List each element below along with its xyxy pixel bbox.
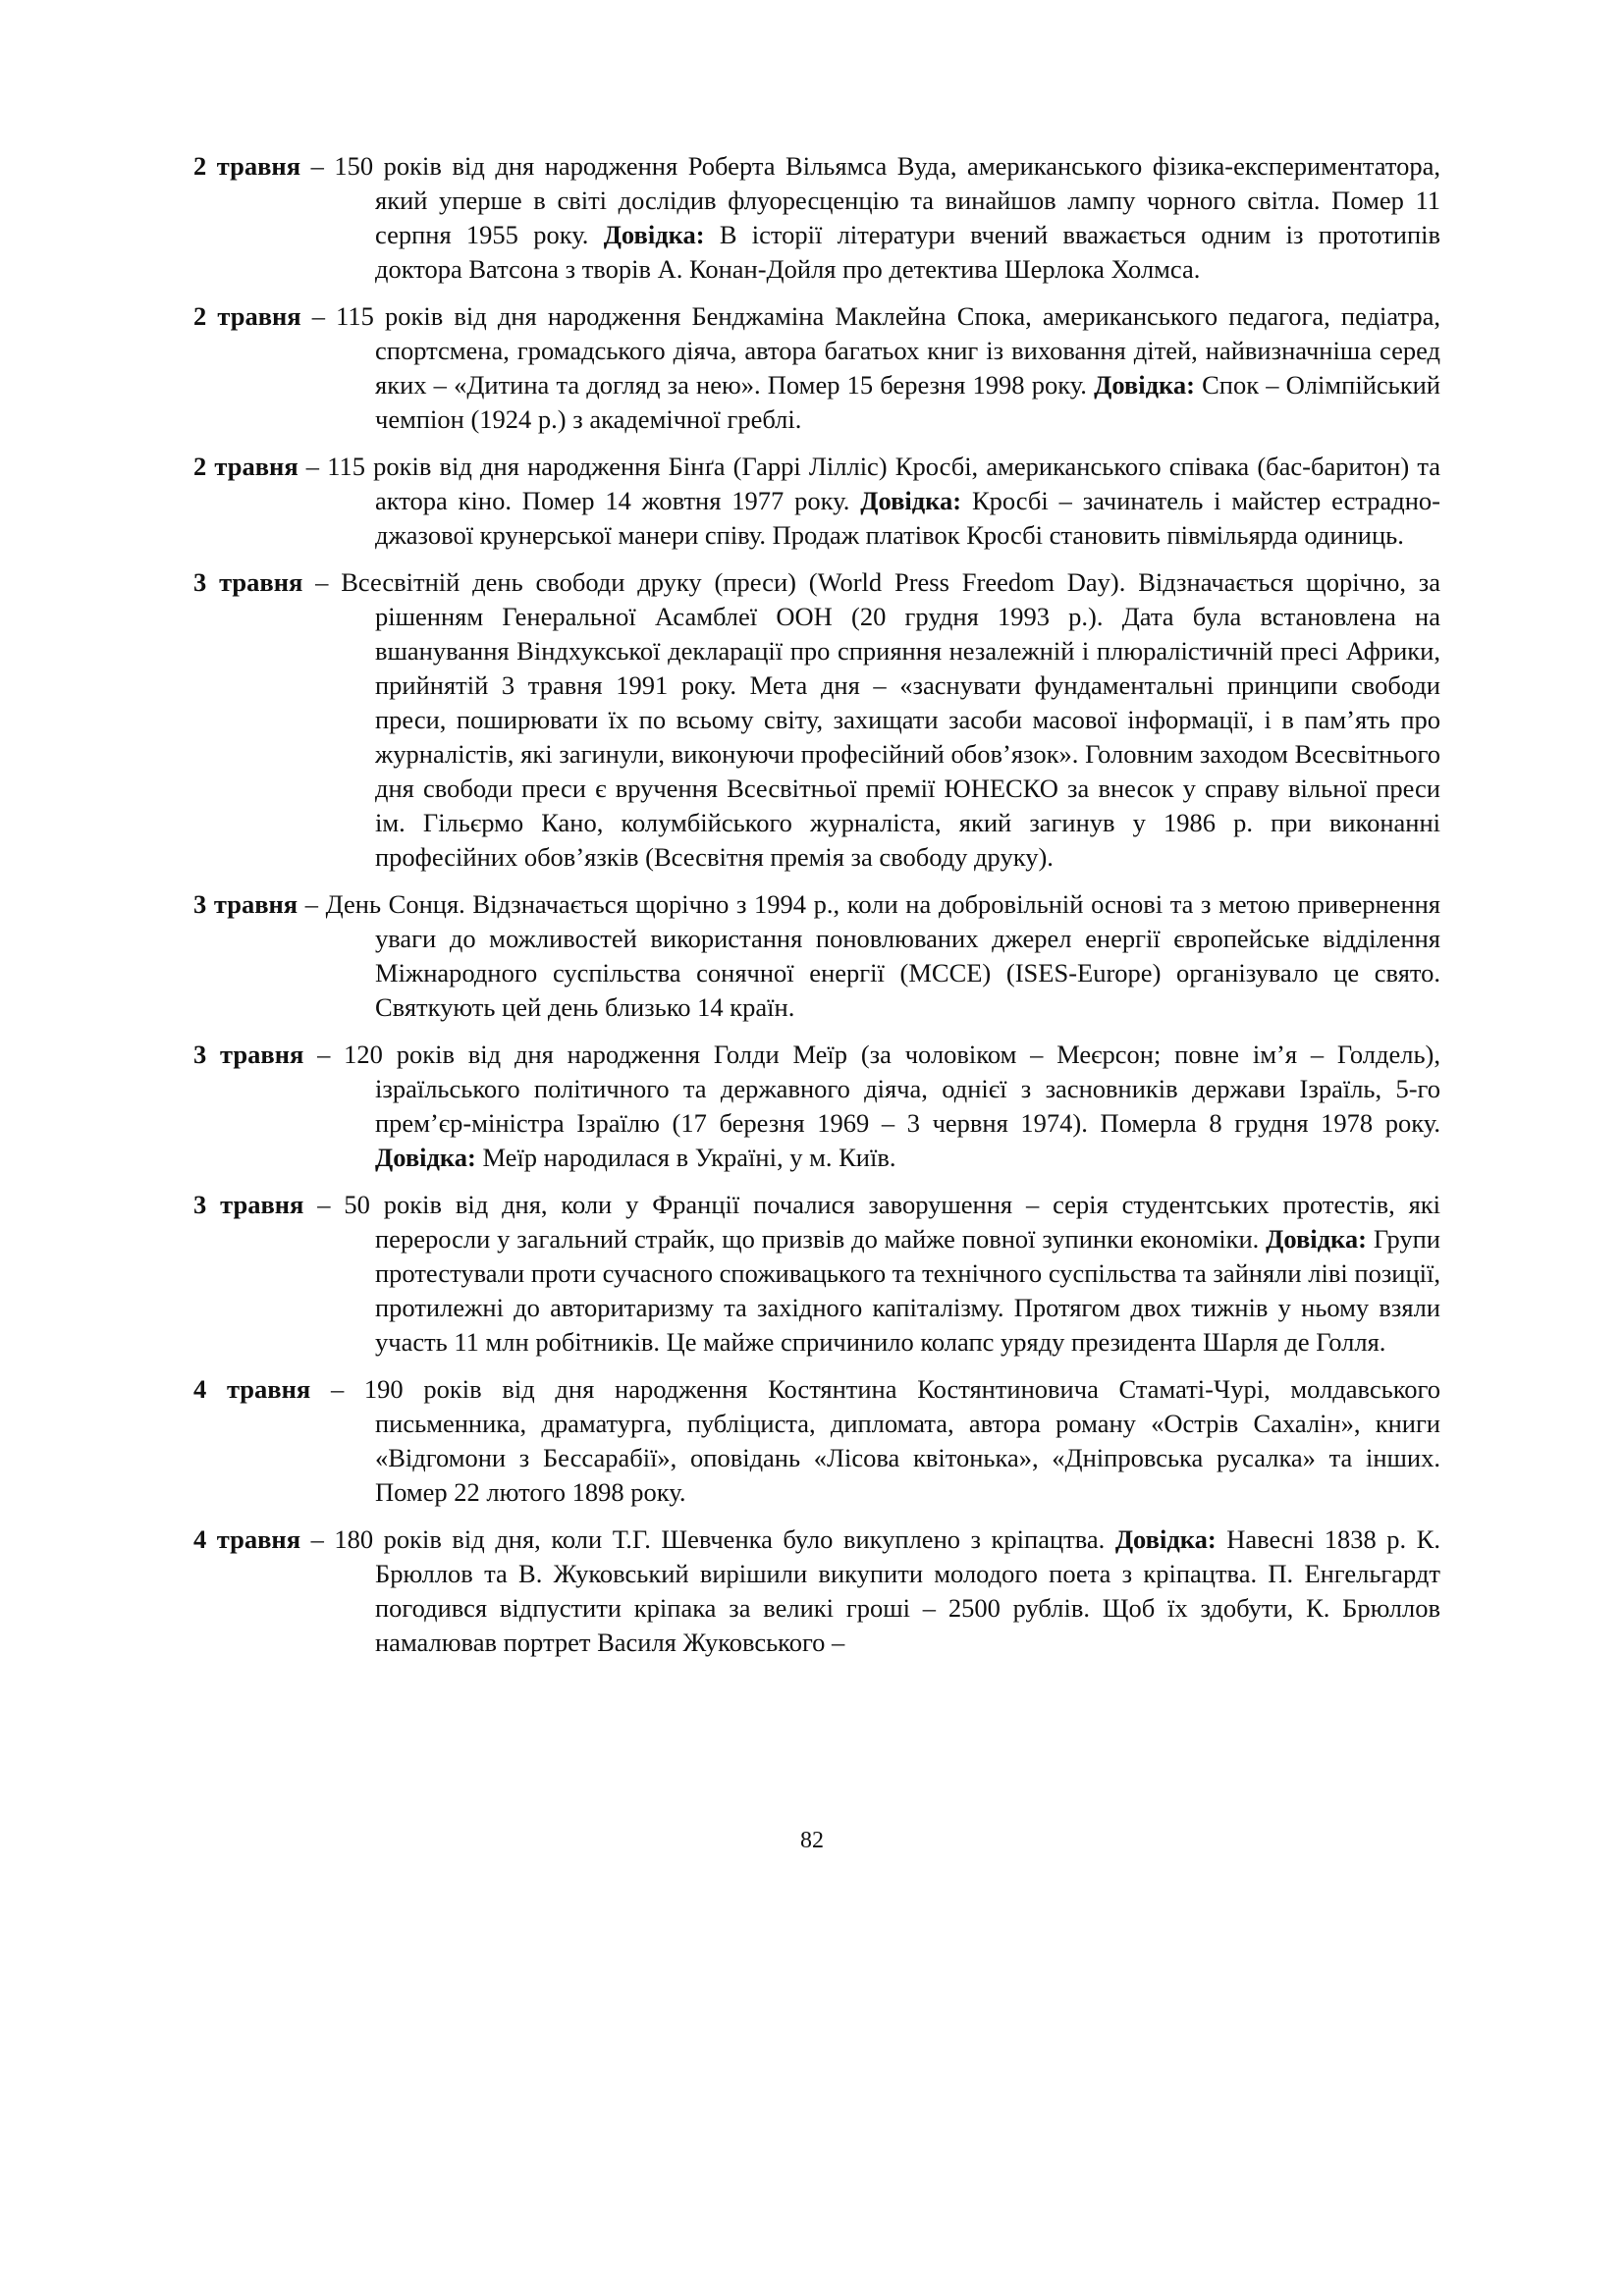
entry-9 [193, 1522, 1440, 1660]
entry-5 [193, 887, 1440, 1025]
entry-date: 3 травня [193, 889, 298, 919]
note-text: Меїр народилася в Україні, у м. Київ. [475, 1143, 896, 1172]
entry-date: 3 травня [193, 1190, 304, 1219]
entry-text: – День Сонця. Відзначається щорічно з 1994 р., коли на добровільній основі та з метою привернення уваги до можливостей використання поновлюваних джерел енергії європейське відділення Міжнародного суспільства сонячної енергії (МССЕ) (ISES-Europe) організувало це свято. Святкують цей день близько 14 країн. [298, 889, 1440, 1022]
entry-3 [193, 450, 1440, 553]
note-label: Довідка: [1266, 1224, 1367, 1254]
note-text: В історії літератури вчений вважається одним із прототипів доктора Ватсона з творів А. Конан-Дойля про детектива Шерлока Холмса. [375, 220, 1441, 284]
note-text: Спок – Олімпійський чемпіон (1924 р.) з академічної греблі. [375, 370, 1440, 434]
entry-text: – 180 років від дня, коли Т.Г. Шевченка було викуплено з кріпацтва. [300, 1524, 1115, 1554]
note-label: Довідка: [1094, 370, 1195, 400]
entry-text: – 115 років від дня народження Бінґа (Гаррі Лілліс) Кросбі, американського співака (бас-баритон) та актора кіно. Помер 14 жовтня 1977 року. [298, 452, 1440, 515]
entry-text: – 190 років від дня народження Костянтина Костянтиновича Стаматі-Чурі, молдавського письменника, драматурга, публіциста, дипломата, автора роману «Острів Сахалін», книги «Відгомони з Бессарабії», оповідань «Лісова квітонька», «Дніпровська русалка» та інших. Помер 22 лютого 1898 року. [310, 1374, 1440, 1507]
page-number: 82 [800, 1828, 824, 1853]
note-text: Навесні 1838 р. К. Брюллов та В. Жуковський вирішили викупити молодого поета з кріпацтва. П. Енгельгардт погодився відпустити кріпака за великі гроші – 2500 рублів. Щоб їх здобути, К. Брюллов намалював портрет Василя Жуковського – [375, 1524, 1440, 1657]
entry-date: 2 травня [193, 452, 298, 481]
entry-date: 3 травня [193, 567, 303, 597]
entry-text: – Всесвітній день свободи друку (преси) (World Press Freedom Day). Відзначається щорічно, за рішенням Генеральної Асамблеї ООН (20 грудня 1993 р.). Дата була встановлена на вшанування Віндхукської декларації про сприяння незалежній і плюралістичній пресі Африки, прийнятій 3 травня 1991 року. Мета дня – «заснувати фундаментальні принципи свободи преси, поширювати їх по всьому світу, захищати засоби масової інформації, і в пам’ять про журналістів, які загинули, виконуючи професійний обов’язок». Головним заходом Всесвітнього дня свободи преси є вручення Всесвітньої премії ЮНЕСКО за внесок у справу вільної преси ім. Гільєрмо Кано, колумбійського журналіста, який загинув у 1986 р. при виконанні професійних обов’язків (Всесвітня премія за свободу друку). [302, 567, 1440, 872]
entry-1 [193, 149, 1440, 287]
entry-text: – 50 років від дня, коли у Франції почалися заворушення – серія студентських протестів, які переросли у загальний страйк, що призвів до майже повної зупинки економіки. [303, 1190, 1440, 1254]
entry-8 [193, 1372, 1440, 1510]
entry-2 [193, 299, 1440, 437]
entry-text: – 150 років від дня народження Роберта Вільямса Вуда, американського фізика-експериментатора, який уперше в світі дослідив флуоресценцію та винайшов лампу чорного світла. Помер 11 серпня 1955 року. [300, 151, 1440, 249]
entry-date: 2 травня [193, 151, 301, 181]
note-label: Довідка: [375, 1143, 476, 1172]
note-label: Довідка: [1114, 1524, 1217, 1554]
note-label: Довідка: [603, 220, 705, 249]
entry-4 [193, 565, 1440, 875]
entry-date: 4 травня [193, 1374, 311, 1404]
entry-date: 3 травня [193, 1040, 304, 1069]
calendar-entries [193, 149, 1440, 1673]
note-text: Групи протестували проти сучасного споживацького та технічного суспільства та зайняли ліві позиції, протилежні до авторитаризму та західного капіталізму. Протягом двох тижнів у ньому взяли участь 11 млн робітників. Це майже спричинило колапс уряду президента Шарля де Голля. [375, 1224, 1440, 1357]
entry-text: – 115 років від дня народження Бенджаміна Маклейна Спока, американського педагога, педіатра, спортсмена, громадського діяча, автора багатьох книг із виховання дітей, найвизначніша серед яких – «Дитина та догляд за нею». Помер 15 березня 1998 року. [300, 301, 1440, 400]
entry-7 [193, 1188, 1440, 1360]
note-text: Кросбі – зачинатель і майстер естрадно-джазової крунерської манери співу. Продаж платівок Кросбі становить півмільярда одиниць. [375, 486, 1440, 550]
entry-date: 2 травня [193, 301, 301, 331]
note-label: Довідка: [860, 486, 962, 515]
entry-date: 4 травня [193, 1524, 301, 1554]
entry-text: – 120 років від дня народження Голди Меїр (за чоловіком – Меєрсон; повне ім’я – Голдель), ізраїльського політичного та державного діяча, однієї з засновників держави Ізраїль, 5-го прем’єр-міністра Ізраїлю (17 березня 1969 – 3 червня 1974). Померла 8 грудня 1978 року. [303, 1040, 1440, 1138]
entry-6 [193, 1038, 1440, 1175]
